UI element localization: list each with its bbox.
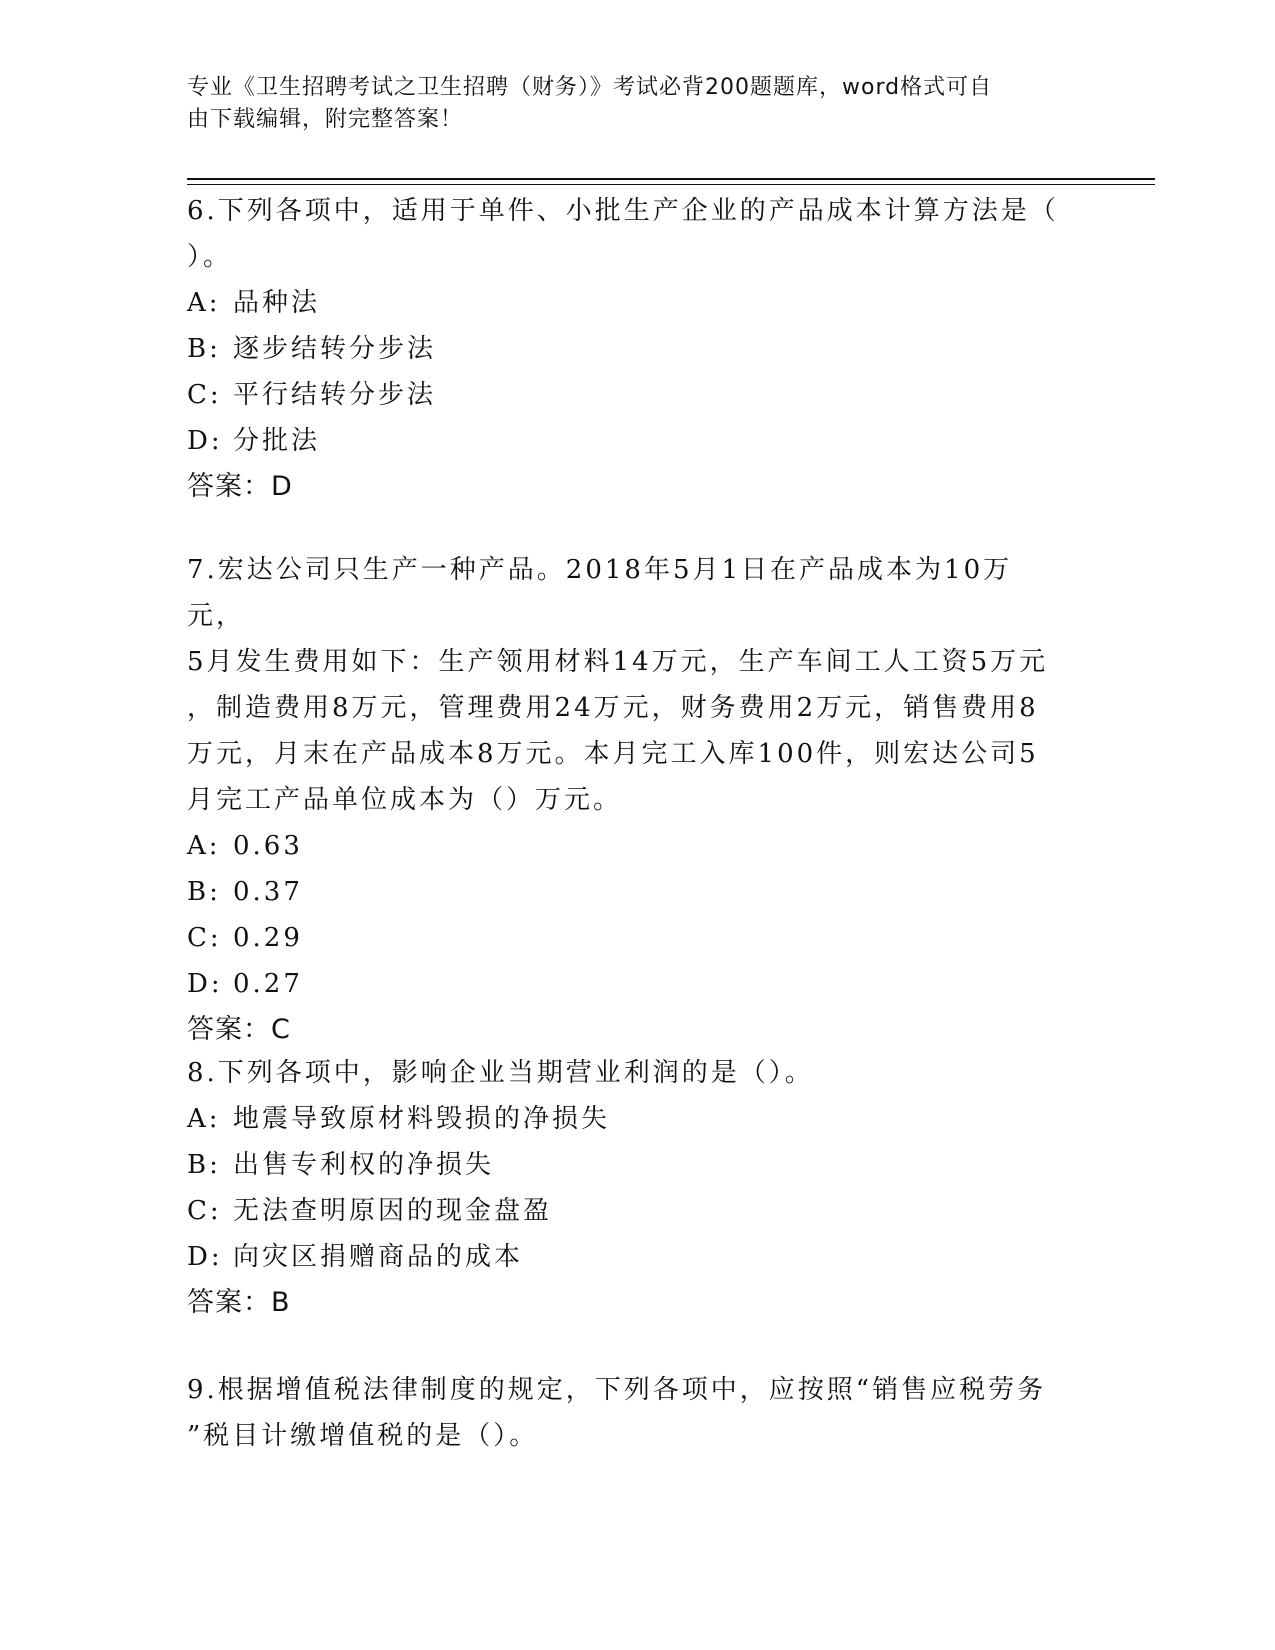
stem-line: 月完工产品单位成本为（）万元。: [187, 785, 623, 815]
option-text: 0.29: [233, 923, 303, 953]
option-label: C:: [187, 380, 222, 410]
header-line: 由下载编辑，附完整答案！: [187, 107, 464, 132]
option-text: 向灾区捐赠商品的成本: [233, 1242, 524, 1272]
option-d: [187, 1234, 1067, 1280]
option-text: 0.27: [233, 969, 303, 999]
option-label: C:: [187, 923, 222, 953]
option-d: [187, 418, 1067, 464]
option-label: D:: [187, 426, 223, 456]
stem-line: 9.根据增值税法律制度的规定，下列各项中，应按照“销售应税劳务: [187, 1375, 1047, 1405]
option-b: [187, 869, 1067, 915]
option-text: 0.63: [233, 831, 303, 861]
stem-line: 6.下列各项中，适用于单件、小批生产企业的产品成本计算方法是（: [187, 196, 1059, 226]
answer: 答案：D: [187, 471, 293, 502]
option-label: A:: [187, 288, 221, 318]
option-c: [187, 372, 1067, 418]
option-label: B:: [187, 334, 221, 364]
option-text: 出售专利权的净损失: [233, 1150, 495, 1180]
answer: 答案：C: [187, 1014, 291, 1045]
stem-line: 万元，月末在产品成本8万元。本月完工入库100件，则宏达公司5: [187, 739, 1039, 769]
stem-line: ）。: [187, 242, 233, 272]
option-label: B:: [187, 1150, 221, 1180]
header-divider: [187, 178, 1155, 180]
option-label: A:: [187, 1104, 221, 1134]
stem-line: 7.宏达公司只生产一种产品。2018年5月1日在产品成本为10万元，: [187, 555, 1013, 631]
question-stem: [187, 1367, 1067, 1459]
header-note: [187, 72, 1067, 136]
option-text: 无法查明原因的现金盘盈: [233, 1196, 553, 1226]
option-a: [187, 280, 1067, 326]
option-a: [187, 1096, 1067, 1142]
stem-line: ”税目计缴增值税的是（）。: [187, 1421, 539, 1451]
option-text: 平行结转分步法: [233, 380, 437, 410]
option-text: 逐步结转分步法: [233, 334, 437, 364]
option-b: [187, 326, 1067, 372]
option-label: C:: [187, 1196, 222, 1226]
stem-line: 5月发生费用如下：生产领用材料14万元，生产车间工人工资5万元: [187, 647, 1049, 677]
question-stem: [187, 547, 1067, 823]
option-text: 地震导致原材料毁损的净损失: [233, 1104, 611, 1134]
option-text: 0.37: [233, 877, 303, 907]
stem-line: ，制造费用8万元，管理费用24万元，财务费用2万元，销售费用8: [187, 693, 1039, 723]
option-c: [187, 915, 1067, 961]
option-label: A:: [187, 831, 221, 861]
question-9: [187, 1367, 1067, 1459]
option-label: B:: [187, 877, 221, 907]
header-divider-thin: [187, 184, 1155, 185]
question-8: [187, 1050, 1067, 1326]
option-c: [187, 1188, 1067, 1234]
option-d: [187, 961, 1067, 1007]
question-7: [187, 547, 1067, 1053]
question-stem: [187, 188, 1067, 280]
option-text: 品种法: [233, 288, 321, 318]
option-a: [187, 823, 1067, 869]
header-line: 专业《卫生招聘考试之卫生招聘（财务）》考试必背200题题库，word格式可自: [187, 75, 993, 100]
option-label: D:: [187, 1242, 223, 1272]
option-text: 分批法: [233, 426, 321, 456]
question-stem: [187, 1050, 1067, 1096]
option-b: [187, 1142, 1067, 1188]
option-label: D:: [187, 969, 223, 999]
stem-line: 8.下列各项中，影响企业当期营业利润的是（）。: [187, 1058, 814, 1088]
question-6: [187, 188, 1067, 510]
answer: 答案：B: [187, 1287, 291, 1318]
